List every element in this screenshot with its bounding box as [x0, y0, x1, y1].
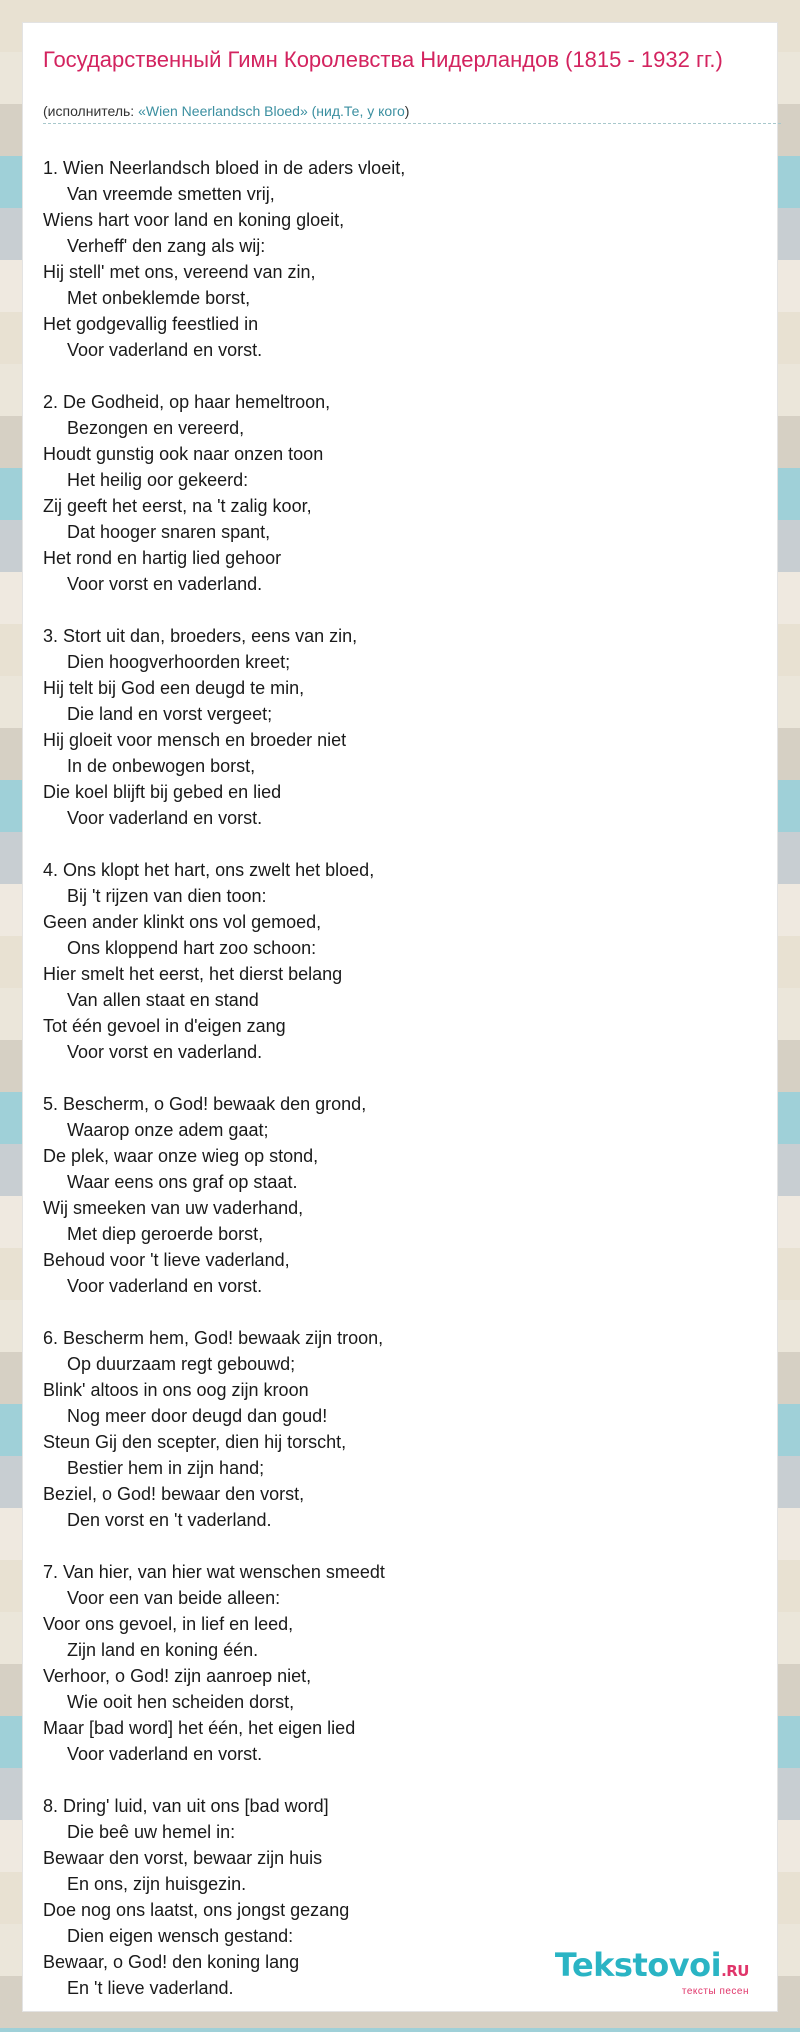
lyrics-text — [43, 155, 763, 2027]
lyric-line: Hier smelt het eerst, het dierst belang — [43, 964, 343, 984]
lyric-line: Behoud voor 't lieve vaderland, — [43, 1250, 290, 1270]
lyric-line: Bezongen en vereerd, — [67, 418, 245, 438]
performer-suffix: ) — [404, 103, 410, 119]
lyric-line: Verhoor, o God! zijn aanroep niet, — [43, 1666, 312, 1686]
stanza — [43, 1325, 763, 1533]
lyric-line: Waar eens ons graf op staat. — [67, 1172, 298, 1192]
lyric-line: Doe nog ons laatst, ons jongst gezang — [43, 1900, 350, 1920]
lyric-line: Met onbeklemde borst, — [67, 288, 251, 308]
lyric-line: Van allen staat en stand — [67, 990, 259, 1010]
lyric-line: Dien eigen wensch gestand: — [67, 1926, 294, 1946]
lyric-line: Met diep geroerde borst, — [67, 1224, 264, 1244]
stanza — [43, 1091, 763, 1299]
stanza — [43, 1559, 763, 1767]
lyric-line: Hij telt bij God een deugd te min, — [43, 678, 305, 698]
lyric-line: Het rond en hartig lied gehoor — [43, 548, 282, 568]
lyric-line: Voor vorst en vaderland. — [67, 574, 263, 594]
lyric-line: Voor ons gevoel, in lief en leed, — [43, 1614, 294, 1634]
performer-prefix: (исполнитель: — [43, 103, 139, 119]
lyric-line: Wij smeeken van uw vaderhand, — [43, 1198, 304, 1218]
lyric-line: Voor vaderland en vorst. — [67, 1744, 263, 1764]
lyric-line: Die land en vorst vergeet; — [67, 704, 273, 724]
lyric-line: In de onbewogen borst, — [67, 756, 256, 776]
lyric-line: Voor vorst en vaderland. — [67, 1042, 263, 1062]
lyric-line: Van vreemde smetten vrij, — [67, 184, 275, 204]
lyric-line: Wiens hart voor land en koning gloeit, — [43, 210, 345, 230]
lyric-line: Geen ander klinkt ons vol gemoed, — [43, 912, 322, 932]
lyric-line: 7. Van hier, van hier wat wenschen smeedt — [43, 1562, 385, 1582]
lyric-line: Maar [bad word] het één, het eigen lied — [43, 1718, 356, 1738]
lyric-line: Houdt gunstig ook naar onzen toon — [43, 444, 324, 464]
lyric-line: Dat hooger snaren spant, — [67, 522, 271, 542]
logo-name: Tekstovoi — [554, 1946, 722, 1984]
lyric-line: Dien hoogverhoorden kreet; — [67, 652, 291, 672]
lyric-line: 4. Ons klopt het hart, ons zwelt het bloed, — [43, 860, 375, 880]
lyric-line: Beziel, o God! bewaar den vorst, — [43, 1484, 305, 1504]
lyric-line: Zijn land en koning één. — [67, 1640, 259, 1660]
lyric-line: Voor een van beide alleen: — [67, 1588, 281, 1608]
lyric-line: Ons kloppend hart zoo schoon: — [67, 938, 317, 958]
lyric-line: Bewaar den vorst, bewaar zijn huis — [43, 1848, 323, 1868]
logo-tagline: тексты песен — [681, 1986, 749, 1997]
lyric-line: Voor vaderland en vorst. — [67, 1276, 263, 1296]
lyric-line: Op duurzaam regt gebouwd; — [67, 1354, 296, 1374]
lyric-line: Bewaar, o God! den koning lang — [43, 1952, 300, 1972]
lyric-line: 5. Bescherm, o God! bewaak den grond, — [43, 1094, 367, 1114]
lyric-line: Den vorst en 't vaderland. — [67, 1510, 272, 1530]
lyric-line: Steun Gij den scepter, dien hij torscht, — [43, 1432, 347, 1452]
lyric-line: 8. Dring' luid, van uit ons [bad word] — [43, 1796, 329, 1816]
performer-link[interactable]: «Wien Neerlandsch Bloed» (нид.Те, у кого — [138, 103, 405, 119]
stanza — [43, 857, 763, 1065]
lyric-line: Wie ooit hen scheiden dorst, — [67, 1692, 295, 1712]
lyric-line: De plek, waar onze wieg op stond, — [43, 1146, 319, 1166]
lyric-line: Voor vaderland en vorst. — [67, 340, 263, 360]
lyric-line: 6. Bescherm hem, God! bewaak zijn troon, — [43, 1328, 384, 1348]
lyric-line: Waarop onze adem gaat; — [67, 1120, 269, 1140]
lyric-line: 1. Wien Neerlandsch bloed in de aders vloeit, — [43, 158, 406, 178]
stanza — [43, 389, 763, 597]
lyric-line: En 't lieve vaderland. — [67, 1978, 234, 1998]
lyric-line: Het heilig oor gekeerd: — [67, 470, 249, 490]
lyric-line: Blink' altoos in ons oog zijn kroon — [43, 1380, 309, 1400]
lyric-line: 3. Stort uit dan, broeders, eens van zin, — [43, 626, 358, 646]
lyrics-card — [22, 22, 778, 2012]
stanza — [43, 155, 763, 363]
lyric-line: 2. De Godheid, op haar hemeltroon, — [43, 392, 331, 412]
lyric-line: Die koel blijft bij gebed en lied — [43, 782, 282, 802]
lyric-line: Zij geeft het eerst, na 't zalig koor, — [43, 496, 312, 516]
site-logo[interactable] — [555, 1948, 749, 1997]
lyric-line: En ons, zijn huisgezin. — [67, 1874, 247, 1894]
performer-line — [43, 103, 781, 124]
lyric-line: Bij 't rijzen van dien toon: — [67, 886, 267, 906]
lyric-line: Voor vaderland en vorst. — [67, 808, 263, 828]
lyric-line: Verheff' den zang als wij: — [67, 236, 266, 256]
lyric-line: Die beê uw hemel in: — [67, 1822, 236, 1842]
logo-tld: .RU — [721, 1962, 749, 1980]
lyric-line: Hij gloeit voor mensch en broeder niet — [43, 730, 347, 750]
page-title: Государственный Гимн Королевства Нидерландов (1815 - 1932 гг.) — [43, 47, 723, 72]
lyric-line: Nog meer door deugd dan goud! — [67, 1406, 328, 1426]
lyric-line: Tot één gevoel in d'eigen zang — [43, 1016, 286, 1036]
lyric-line: Bestier hem in zijn hand; — [67, 1458, 265, 1478]
lyric-line: Hij stell' met ons, vereend van zin, — [43, 262, 316, 282]
lyric-line: Het godgevallig feestlied in — [43, 314, 259, 334]
stanza — [43, 623, 763, 831]
